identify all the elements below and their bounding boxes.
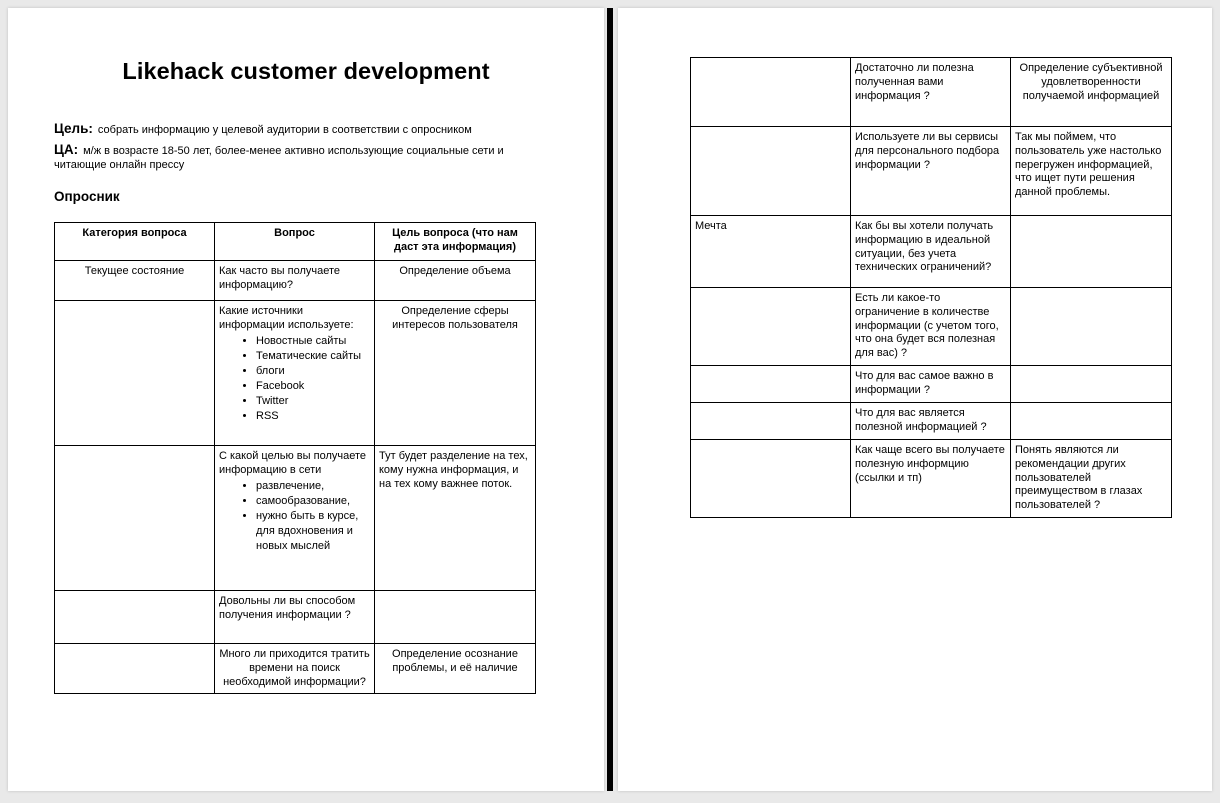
category-cell: [691, 58, 851, 127]
category-cell: Текущее состояние: [55, 261, 215, 301]
header-question: Вопрос: [215, 223, 375, 261]
goal-line: [54, 121, 472, 138]
question-cell: [215, 301, 375, 446]
purpose-cell: Так мы поймем, что пользователь уже настолько перегружен информацией, что ищет пути решения данной проблемы.: [1011, 127, 1172, 216]
table-row: [691, 127, 1172, 216]
page-divider: [607, 8, 613, 791]
purpose-cell: Определение субъективной удовлетворенности получаемой информацией: [1011, 58, 1172, 127]
purpose-cell: [1011, 216, 1172, 288]
table-row: [691, 365, 1172, 402]
question-cell: Что для вас самое важно в информации ?: [851, 365, 1011, 402]
category-cell: [55, 591, 215, 644]
question-cell: Достаточно ли полезна полученная вами информация ?: [851, 58, 1011, 127]
audience-text-continued: читающие онлайн прессу: [54, 159, 185, 171]
purpose-cell: Тут будет разделение на тех, кому нужна информация, и на тех кому важнее поток.: [375, 446, 536, 591]
header-category: Категория вопроса: [55, 223, 215, 261]
list-item: • самообразование,: [256, 494, 370, 509]
table-row: [55, 261, 536, 301]
question-text: Какие источники информации используете:: [219, 305, 354, 331]
document-title: Likehack customer development: [122, 58, 490, 84]
table-row: [691, 216, 1172, 288]
category-cell: [691, 439, 851, 517]
purpose-list: [219, 479, 370, 554]
purpose-cell: Определение осознание проблемы, и её наличие: [375, 644, 536, 694]
category-cell: [55, 644, 215, 694]
question-cell: Много ли приходится тратить времени на поиск необходимой информации?: [215, 644, 375, 694]
category-cell: [691, 288, 851, 366]
table-row: [55, 446, 536, 591]
purpose-cell: [1011, 365, 1172, 402]
source-list: [219, 334, 370, 424]
header-purpose: Цель вопроса (что нам даст эта информация): [375, 223, 536, 261]
list-item: • RSS: [256, 409, 370, 424]
list-item: • Facebook: [256, 379, 370, 394]
questionnaire-table: [54, 222, 536, 694]
table-row: [691, 58, 1172, 127]
list-item: • Новостные сайты: [256, 334, 370, 349]
audience-text: м/ж в возрасте 18-50 лет, более-менее активно использующие социальные сети и: [83, 145, 504, 157]
list-item: • Twitter: [256, 394, 370, 409]
category-cell: [691, 127, 851, 216]
question-cell: Как чаще всего вы получаете полезную информцию (ссылки и тп): [851, 439, 1011, 517]
question-text: С какой целью вы получаете информацию в сети: [219, 450, 367, 476]
question-cell: Как бы вы хотели получать информацию в идеальной ситуации, без учета технических ограничений?: [851, 216, 1011, 288]
goal-text: собрать информацию у целевой аудитории в соответствии с опросником: [97, 124, 472, 136]
purpose-cell: [375, 591, 536, 644]
list-item: • нужно быть в курсе, для вдохновения и новых мыслей: [256, 509, 370, 554]
questionnaire-table-continued: [690, 57, 1172, 518]
table-row: [691, 439, 1172, 517]
table-row: [55, 301, 536, 446]
category-cell: Мечта: [691, 216, 851, 288]
table-row: [691, 288, 1172, 366]
purpose-cell: [1011, 288, 1172, 366]
list-item: • развлечение,: [256, 479, 370, 494]
questionnaire-title: Опросник: [54, 189, 120, 204]
table-row: [691, 402, 1172, 439]
table-header-row: [55, 223, 536, 261]
question-cell: [215, 446, 375, 591]
list-item: • Тематические сайты: [256, 349, 370, 364]
document-page-right: [618, 8, 1212, 791]
category-cell: [691, 365, 851, 402]
audience-line: [54, 142, 504, 159]
question-cell: Есть ли какое-то ограничение в количестве информации (с учетом того, что она будет вся полезная для вас) ?: [851, 288, 1011, 366]
document-page-left: [8, 8, 604, 791]
category-cell: [691, 402, 851, 439]
purpose-cell: [1011, 402, 1172, 439]
category-cell: [55, 446, 215, 591]
purpose-cell: Определение объема: [375, 261, 536, 301]
goal-label: Цель:: [54, 121, 93, 136]
question-cell: Что для вас является полезной информацией ?: [851, 402, 1011, 439]
question-cell: Как часто вы получаете информацию?: [215, 261, 375, 301]
table-row: [55, 591, 536, 644]
list-item: • блоги: [256, 364, 370, 379]
question-cell: Довольны ли вы способом получения информации ?: [215, 591, 375, 644]
category-cell: [55, 301, 215, 446]
audience-label: ЦА:: [54, 142, 79, 157]
question-cell: Используете ли вы сервисы для персонального подбора информации ?: [851, 127, 1011, 216]
audience-line-continued: [54, 158, 184, 173]
purpose-cell: Определение сферы интересов пользователя: [375, 301, 536, 446]
table-row: [55, 644, 536, 694]
purpose-cell: Понять являются ли рекомендации других пользователей преимуществом в глазах пользователей ?: [1011, 439, 1172, 517]
